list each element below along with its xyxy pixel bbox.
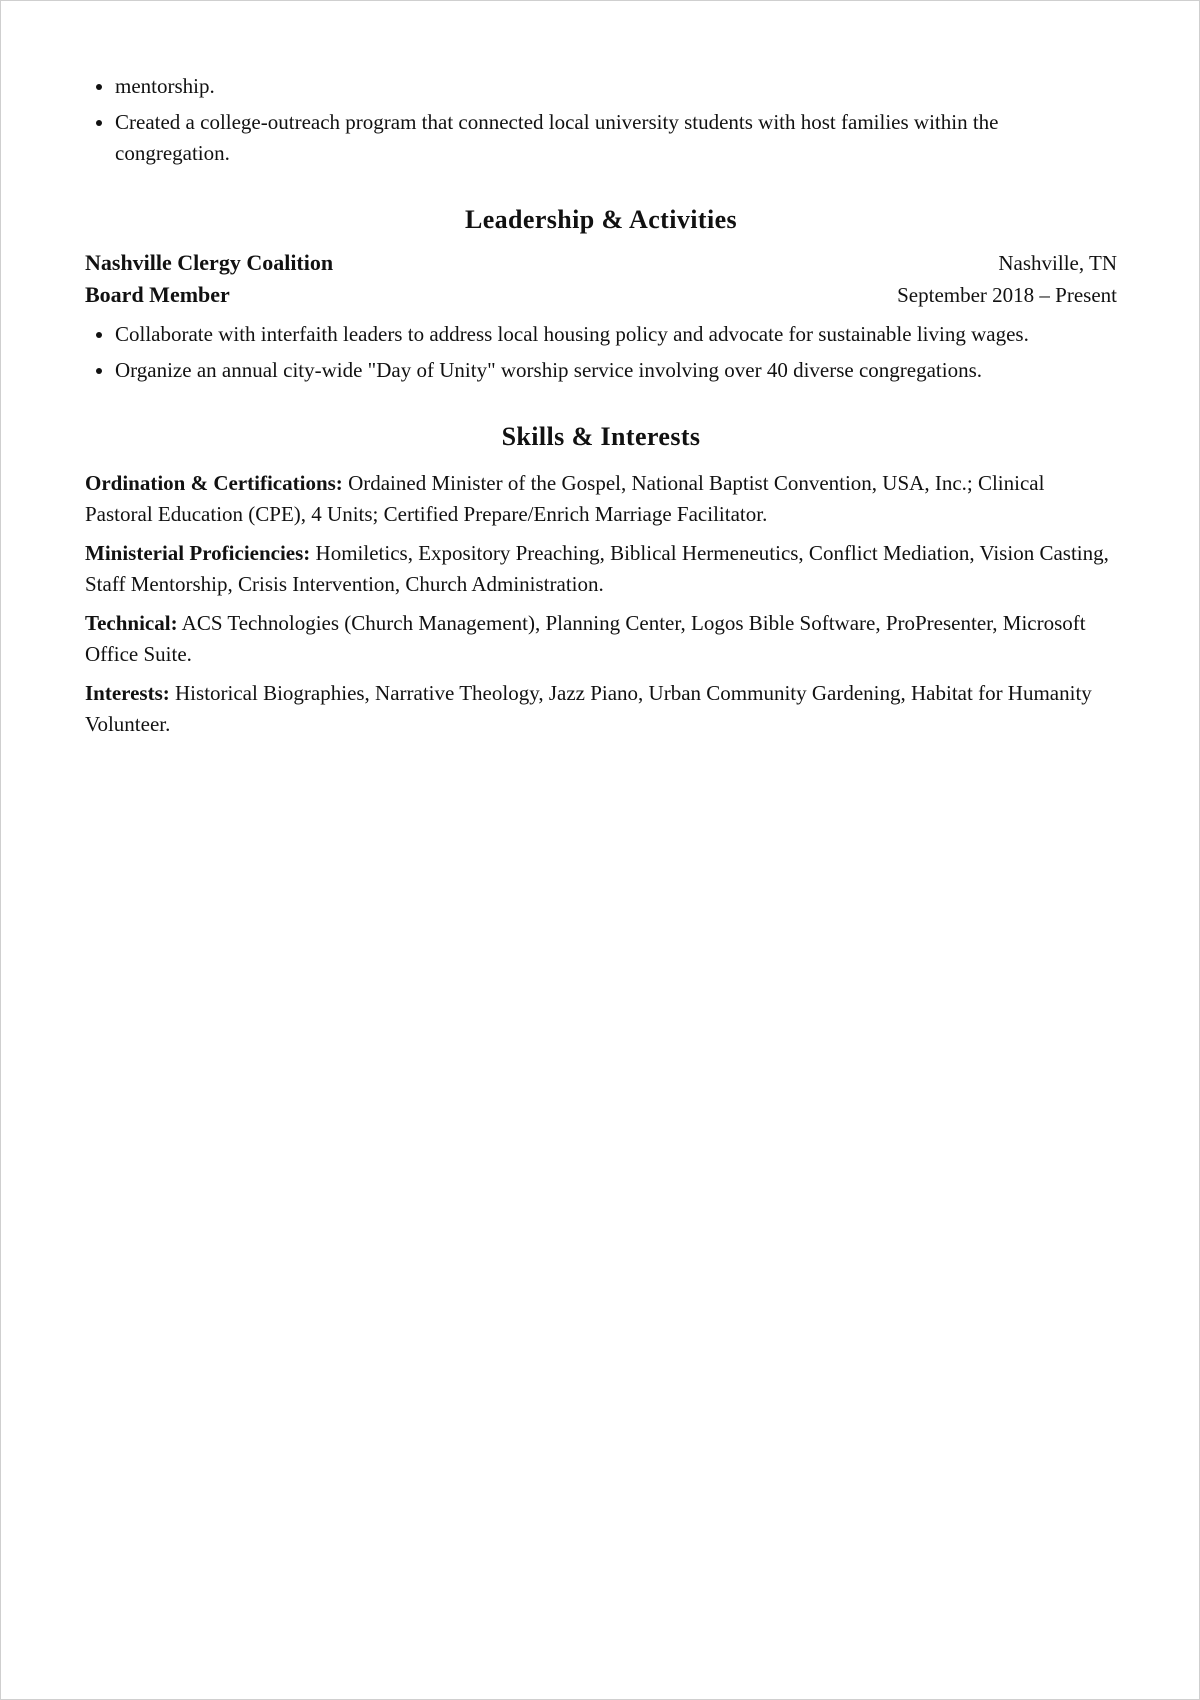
leadership-section-title: Leadership & Activities xyxy=(464,205,738,234)
skill-label: Technical: xyxy=(85,611,178,635)
skill-label: Ministerial Proficiencies: xyxy=(85,541,311,565)
leadership-bullets xyxy=(85,319,1117,386)
skill-text: Historical Biographies, Narrative Theology, Jazz Piano, Urban Community Gardening, Habitat for Humanity Volunteer. xyxy=(85,681,1092,736)
bullet-item: • mentorship. xyxy=(115,71,1117,102)
skill-ordination xyxy=(85,468,1117,530)
page-content xyxy=(85,71,1117,748)
skills-section-title: Skills & Interests xyxy=(501,422,701,451)
leadership-role-row xyxy=(85,279,1117,311)
skill-text: Homiletics, Expository Preaching, Biblical Hermeneutics, Conflict Mediation, Vision Casting, Staff Mentorship, Crisis Intervention, Church Administration. xyxy=(85,541,1109,596)
bullet-item: • Created a college-outreach program that connected local university students with host families within the congregation. xyxy=(115,107,1117,169)
bullet-item: • Collaborate with interfaith leaders to address local housing policy and advocate for sustainable living wages. xyxy=(115,319,1117,350)
continued-experience-bullets xyxy=(85,71,1117,169)
skill-technical xyxy=(85,608,1117,670)
organization-name: Nashville Clergy Coalition xyxy=(85,250,334,275)
skill-label: Ordination & Certifications: xyxy=(85,471,343,495)
skill-text: Ordained Minister of the Gospel, National Baptist Convention, USA, Inc.; Clinical Pastoral Education (CPE), 4 Units; Certified Prepare/Enrich Marriage Facilitator. xyxy=(85,471,1045,526)
role-dates: September 2018 – Present xyxy=(897,283,1117,307)
leadership-org-row xyxy=(85,247,1117,279)
skill-text: ACS Technologies (Church Management), Planning Center, Logos Bible Software, ProPresenter, Microsoft Office Suite. xyxy=(85,611,1086,666)
role-title: Board Member xyxy=(85,282,230,307)
bullet-item: • Organize an annual city-wide "Day of Unity" worship service involving over 40 diverse congregations. xyxy=(115,355,1117,386)
organization-location: Nashville, TN xyxy=(998,251,1117,275)
skill-interests xyxy=(85,678,1117,740)
skill-ministerial xyxy=(85,538,1117,600)
skill-label: Interests: xyxy=(85,681,170,705)
